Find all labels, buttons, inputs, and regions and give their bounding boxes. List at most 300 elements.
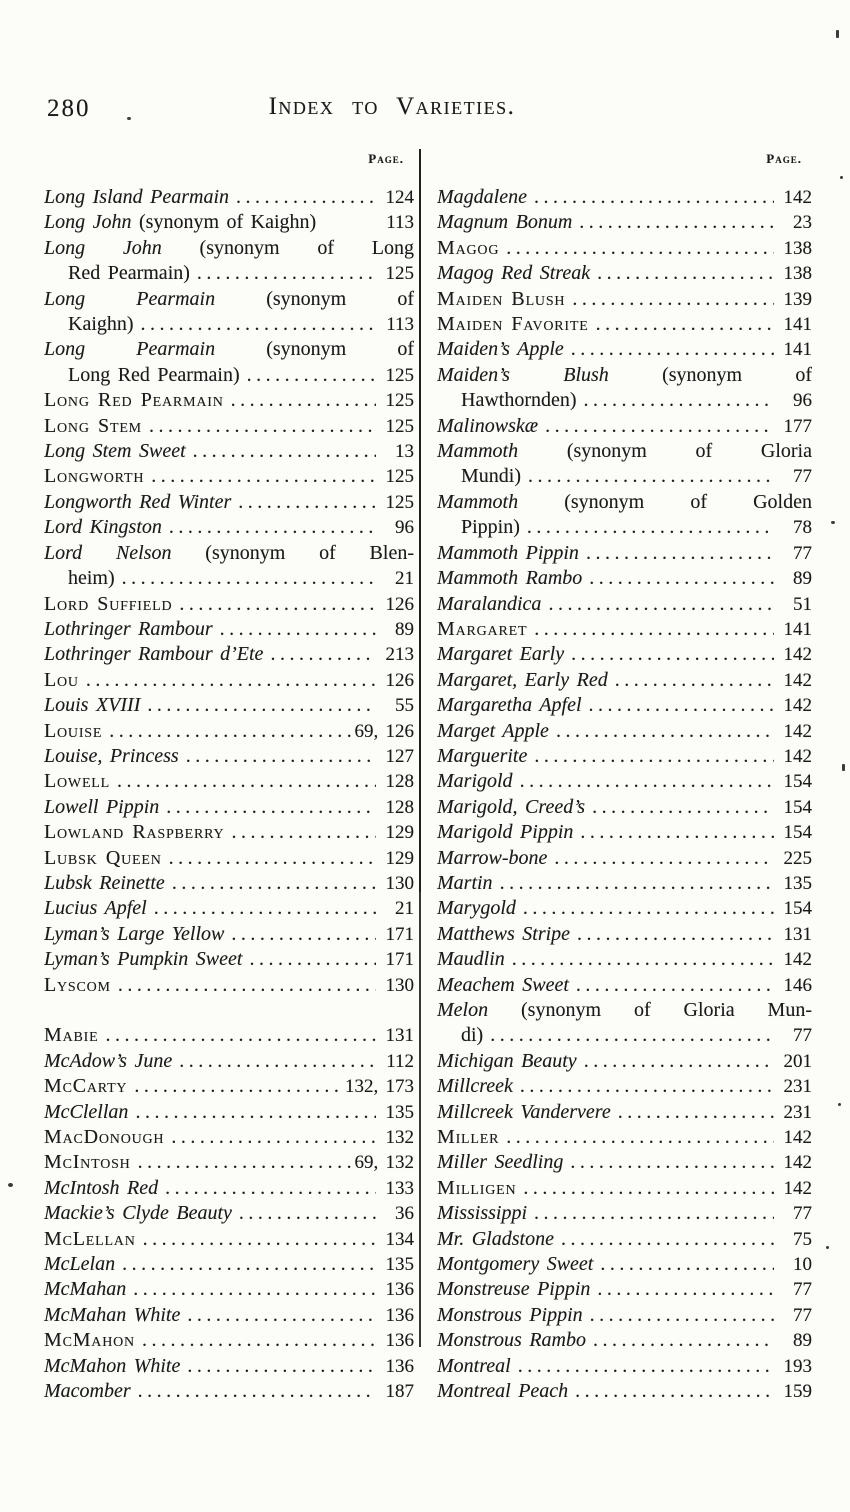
page-ref: 142 bbox=[783, 669, 812, 691]
variety-name: McCarty bbox=[44, 1075, 128, 1098]
page-ref: 141 bbox=[783, 339, 812, 361]
entry-name bbox=[437, 999, 812, 1021]
page-ref: 125 bbox=[385, 415, 414, 437]
index-entry-line bbox=[44, 1150, 414, 1175]
page-ref: 142 bbox=[783, 695, 812, 717]
page-ref: 128 bbox=[385, 796, 414, 818]
dot-leader bbox=[249, 947, 376, 972]
page-ref: 130 bbox=[385, 974, 414, 996]
variety-name: Lyman’s Pumpkin Sweet bbox=[44, 948, 243, 971]
dot-leader bbox=[105, 1023, 376, 1048]
page-ref: 77 bbox=[793, 466, 812, 488]
page-ref: 135 bbox=[385, 1101, 414, 1123]
index-entry-line bbox=[437, 515, 812, 540]
dot-leader bbox=[149, 414, 376, 439]
index-entry-line bbox=[44, 592, 414, 617]
dot-leader bbox=[597, 261, 774, 286]
variety-name: McIntosh Red bbox=[44, 1176, 159, 1199]
page-ref: 136 bbox=[385, 1279, 414, 1301]
dot-leader bbox=[236, 185, 376, 210]
variety-name: Long Pearmain bbox=[44, 287, 216, 310]
scan-speck bbox=[836, 30, 839, 38]
index-entry-line bbox=[437, 592, 812, 617]
variety-name: Melon bbox=[437, 999, 489, 1021]
index-entry-line bbox=[44, 1201, 414, 1226]
variety-name: Lord Suffield bbox=[44, 592, 173, 615]
dot-leader bbox=[618, 1100, 774, 1125]
dot-leader bbox=[534, 617, 774, 642]
variety-name: Longworth Red Winter bbox=[44, 490, 232, 513]
index-entry-line bbox=[44, 744, 414, 769]
entry-name bbox=[44, 820, 224, 845]
entry-annotation: Pippin) bbox=[461, 516, 520, 539]
entry-name bbox=[437, 566, 582, 591]
variety-name: Marigold, Creed’s bbox=[437, 795, 586, 818]
dot-leader bbox=[187, 1303, 376, 1328]
index-entry-line bbox=[44, 566, 414, 591]
page-ref: 154 bbox=[783, 898, 812, 920]
variety-name: Maiden’s Apple bbox=[437, 338, 564, 361]
dot-leader bbox=[584, 388, 774, 413]
entry-annotation: (synonym of bbox=[215, 287, 414, 310]
page-ref: 142 bbox=[783, 187, 812, 208]
entry-name bbox=[44, 592, 172, 617]
dot-leader bbox=[122, 1252, 376, 1277]
page-ref: 75 bbox=[793, 1228, 812, 1250]
index-entry-line bbox=[44, 464, 414, 489]
index-entry-line bbox=[437, 1201, 812, 1226]
entry-name bbox=[44, 566, 115, 591]
page-ref: 129 bbox=[385, 822, 414, 844]
dot-leader bbox=[518, 1354, 774, 1379]
dot-leader bbox=[556, 719, 774, 744]
entry-name bbox=[437, 312, 589, 337]
index-entry-line bbox=[44, 896, 414, 921]
variety-name: Lyscom bbox=[44, 973, 111, 996]
page-ref: 132 bbox=[385, 1127, 414, 1149]
page-ref: 171 bbox=[385, 949, 414, 971]
entry-name bbox=[44, 1303, 180, 1328]
page-ref: 69, 126 bbox=[354, 720, 414, 742]
page-ref: 142 bbox=[783, 949, 812, 971]
index-entry-line bbox=[44, 846, 414, 871]
entry-name bbox=[44, 1074, 127, 1099]
page-ref: 77 bbox=[793, 1203, 812, 1225]
page-ref: 96 bbox=[793, 390, 812, 412]
entry-annotation: (synonym of bbox=[608, 363, 812, 386]
index-entry-line bbox=[437, 693, 812, 718]
variety-name: Lowland Raspberry bbox=[44, 821, 225, 844]
variety-name: Long Pearmain bbox=[44, 338, 216, 361]
page-ref: 133 bbox=[385, 1177, 414, 1199]
variety-name: McLellan bbox=[44, 1227, 136, 1250]
page-ref: 159 bbox=[783, 1381, 812, 1403]
dot-leader bbox=[500, 871, 774, 896]
index-entry-line bbox=[437, 871, 812, 896]
entry-name bbox=[44, 871, 165, 896]
index-entry-line bbox=[437, 795, 812, 820]
entry-annotation: Kaighn) bbox=[68, 313, 134, 336]
index-column-right bbox=[437, 185, 812, 1405]
page-ref: 141 bbox=[783, 314, 812, 336]
index-entry-line bbox=[44, 287, 414, 312]
dot-leader bbox=[561, 1227, 774, 1252]
scan-speck bbox=[840, 176, 843, 179]
dot-leader bbox=[512, 947, 774, 972]
index-entry-line bbox=[437, 820, 812, 845]
index-entry-line bbox=[44, 490, 414, 515]
entry-name bbox=[437, 464, 521, 489]
index-entry-line bbox=[437, 1252, 812, 1277]
entry-annotation: (synonym of Kaighn) bbox=[131, 211, 317, 234]
entry-name bbox=[44, 1328, 135, 1353]
variety-name: Miller bbox=[437, 1126, 500, 1149]
variety-name: Mammoth Rambo bbox=[437, 567, 583, 590]
page-ref: 231 bbox=[783, 1101, 812, 1123]
entry-annotation: Hawthornden) bbox=[461, 389, 577, 412]
dot-leader bbox=[165, 1176, 376, 1201]
page-ref: 124 bbox=[385, 187, 414, 208]
dot-leader bbox=[86, 668, 376, 693]
dot-leader bbox=[548, 592, 774, 617]
variety-name: Long John bbox=[44, 211, 132, 234]
index-entry-line bbox=[437, 1277, 812, 1302]
dot-leader bbox=[133, 1277, 376, 1302]
index-entry-line bbox=[44, 210, 414, 235]
entry-name bbox=[437, 668, 608, 693]
variety-name: Lyman’s Large Yellow bbox=[44, 922, 225, 945]
index-entry-line bbox=[44, 337, 414, 362]
dot-leader bbox=[589, 566, 774, 591]
entry-name bbox=[44, 288, 414, 310]
entry-name bbox=[437, 744, 527, 769]
variety-name: Lou bbox=[44, 668, 79, 691]
variety-name: Millcreek Vandervere bbox=[437, 1100, 611, 1123]
entry-name bbox=[437, 337, 564, 362]
page-ref: 113 bbox=[386, 314, 414, 336]
entry-name bbox=[437, 769, 513, 794]
index-entry-line bbox=[437, 1328, 812, 1353]
dot-leader bbox=[143, 1227, 376, 1252]
index-entry-line bbox=[437, 947, 812, 972]
variety-name: Montreal bbox=[437, 1354, 511, 1377]
page-ref: 139 bbox=[783, 288, 812, 310]
dot-leader bbox=[231, 922, 376, 947]
entry-name bbox=[437, 515, 520, 540]
dot-leader bbox=[231, 388, 376, 413]
variety-name: Louise, Princess bbox=[44, 744, 179, 767]
dot-leader bbox=[523, 1176, 774, 1201]
variety-name: Marygold bbox=[437, 897, 516, 920]
page-ref: 125 bbox=[385, 263, 414, 285]
entry-name bbox=[44, 1100, 128, 1125]
variety-name: Long Stem Sweet bbox=[44, 440, 186, 463]
entry-name bbox=[437, 364, 812, 386]
dot-leader bbox=[179, 592, 376, 617]
variety-name: McMahan bbox=[44, 1278, 127, 1301]
page-ref: 135 bbox=[385, 1254, 414, 1276]
entry-annotation: (synonym of Gloria bbox=[518, 440, 812, 463]
index-entry-line bbox=[44, 642, 414, 667]
page-ref: 138 bbox=[783, 263, 812, 285]
dot-leader bbox=[171, 1125, 376, 1150]
variety-name: Lord Nelson bbox=[44, 541, 172, 564]
index-entry-line bbox=[44, 261, 414, 286]
entry-name bbox=[44, 1252, 115, 1277]
dot-leader bbox=[134, 1074, 341, 1099]
entry-name bbox=[44, 973, 111, 998]
dot-leader bbox=[589, 693, 774, 718]
page-ref: 125 bbox=[385, 364, 414, 386]
page-ref: 132, 173 bbox=[345, 1076, 414, 1098]
entry-name bbox=[44, 210, 316, 235]
variety-name: Marget Apple bbox=[437, 719, 549, 742]
page-ref: 146 bbox=[783, 974, 812, 996]
variety-name: MacDonough bbox=[44, 1126, 165, 1149]
entry-annotation: (synonym of Long bbox=[161, 236, 414, 259]
variety-name: Mr. Gladstone bbox=[437, 1227, 554, 1250]
page-ref: 69, 132 bbox=[354, 1152, 414, 1174]
index-entry-line bbox=[437, 312, 812, 337]
entry-name bbox=[44, 1354, 180, 1379]
page-ref: 129 bbox=[385, 847, 414, 869]
entry-name bbox=[437, 820, 573, 845]
index-entry-line bbox=[437, 1125, 812, 1150]
variety-name: Maiden Blush bbox=[437, 287, 566, 310]
index-entry-line bbox=[437, 922, 812, 947]
entry-name bbox=[437, 693, 582, 718]
index-entry-line bbox=[44, 820, 414, 845]
entry-name bbox=[437, 1176, 516, 1201]
index-entry-line bbox=[44, 1227, 414, 1252]
scan-speck bbox=[127, 117, 131, 120]
page-ref: 231 bbox=[783, 1076, 812, 1098]
index-entry-line bbox=[437, 1354, 812, 1379]
index-entry-line bbox=[437, 719, 812, 744]
dot-leader bbox=[169, 515, 376, 540]
dot-leader bbox=[220, 617, 376, 642]
index-entry-line bbox=[44, 617, 414, 642]
variety-name: Millcreek bbox=[437, 1075, 513, 1098]
dot-leader bbox=[197, 261, 376, 286]
page-ref: 171 bbox=[385, 923, 414, 945]
entry-name bbox=[44, 642, 263, 667]
entry-name bbox=[437, 1100, 611, 1125]
variety-name: Monstreuse Pippin bbox=[437, 1278, 591, 1301]
entry-annotation: (synonym of bbox=[215, 338, 414, 361]
entry-name bbox=[44, 947, 242, 972]
page-ref: 142 bbox=[783, 720, 812, 742]
page-ref: 23 bbox=[793, 212, 812, 234]
entry-annotation: (synonym of Golden bbox=[518, 490, 812, 513]
entry-name bbox=[44, 1150, 131, 1175]
variety-name: Marguerite bbox=[437, 744, 528, 767]
page-ref: 127 bbox=[385, 745, 414, 767]
index-entry-line bbox=[44, 871, 414, 896]
index-entry-line bbox=[44, 1277, 414, 1302]
entry-name bbox=[44, 1227, 136, 1252]
dot-leader bbox=[584, 1049, 774, 1074]
variety-name: Lucius Apfel bbox=[44, 897, 147, 920]
dot-leader bbox=[592, 795, 774, 820]
page-ref: 13 bbox=[395, 441, 414, 463]
entry-name bbox=[437, 261, 590, 286]
entry-name bbox=[44, 338, 414, 360]
index-entry-line bbox=[44, 1049, 414, 1074]
index-entry-line bbox=[44, 769, 414, 794]
entry-name bbox=[44, 1176, 158, 1201]
entry-name bbox=[44, 1201, 232, 1226]
index-entry-line bbox=[44, 795, 414, 820]
dot-leader bbox=[239, 1201, 376, 1226]
entry-name bbox=[437, 1074, 513, 1099]
dot-leader bbox=[545, 414, 774, 439]
entry-name bbox=[44, 1023, 98, 1048]
page-ref: 154 bbox=[783, 822, 812, 844]
index-entry-line bbox=[437, 287, 812, 312]
entry-name bbox=[437, 210, 572, 235]
entry-name bbox=[44, 237, 414, 259]
variety-name: Long Island Pearmain bbox=[44, 186, 229, 208]
index-entry-line bbox=[44, 719, 414, 744]
page-ref: 128 bbox=[385, 771, 414, 793]
index-entry-line bbox=[437, 1150, 812, 1175]
entry-name bbox=[44, 1049, 172, 1074]
variety-name: Margaretha Apfel bbox=[437, 694, 582, 717]
variety-name: Monstrous Rambo bbox=[437, 1329, 586, 1352]
index-column-left bbox=[44, 185, 414, 1405]
variety-name: Louise bbox=[44, 719, 103, 742]
column-header-page-left: Page. bbox=[368, 151, 404, 166]
entry-name bbox=[437, 1023, 483, 1048]
section-gap bbox=[44, 998, 414, 1023]
page-ref: 89 bbox=[793, 568, 812, 590]
entry-name bbox=[44, 414, 142, 439]
folio-page-number: 280 bbox=[47, 95, 91, 122]
index-entry-line bbox=[44, 1328, 414, 1353]
entry-name bbox=[437, 973, 569, 998]
page-ref: 89 bbox=[395, 618, 414, 640]
entry-name bbox=[437, 1303, 583, 1328]
dot-leader bbox=[520, 769, 774, 794]
entry-name bbox=[437, 1150, 563, 1175]
index-entry-line bbox=[437, 744, 812, 769]
variety-name: Lothringer Rambour bbox=[44, 617, 213, 640]
index-entry-line bbox=[437, 1176, 812, 1201]
dot-leader bbox=[135, 1100, 376, 1125]
page-ref: 142 bbox=[783, 1177, 812, 1199]
page-ref: 51 bbox=[793, 593, 812, 615]
index-entry-line bbox=[437, 210, 812, 235]
dot-leader bbox=[590, 1303, 774, 1328]
dot-leader bbox=[586, 541, 774, 566]
dot-leader bbox=[534, 744, 774, 769]
entry-name bbox=[437, 388, 577, 413]
page-ref: 177 bbox=[783, 415, 812, 437]
index-entry-line bbox=[44, 312, 414, 337]
variety-name: Margaret bbox=[437, 617, 528, 640]
entry-name bbox=[437, 414, 538, 439]
entry-name bbox=[437, 922, 570, 947]
entry-name bbox=[437, 642, 564, 667]
entry-annotation: Long Red Pearmain) bbox=[68, 363, 240, 386]
variety-name: Matthews Stripe bbox=[437, 922, 571, 945]
entry-name bbox=[437, 440, 812, 462]
variety-name: Mammoth Pippin bbox=[437, 541, 579, 564]
dot-leader bbox=[270, 642, 376, 667]
index-entry-line bbox=[44, 1176, 414, 1201]
variety-name: Lubsk Queen bbox=[44, 846, 162, 869]
index-entry-line bbox=[44, 1379, 414, 1404]
variety-name: McMahon White bbox=[44, 1354, 181, 1377]
entry-name bbox=[44, 515, 162, 540]
dot-leader bbox=[122, 566, 376, 591]
index-entry-line bbox=[437, 846, 812, 871]
index-entry-line bbox=[44, 1125, 414, 1150]
page-ref: 154 bbox=[783, 796, 812, 818]
page-ref: 142 bbox=[783, 1152, 812, 1174]
index-entry-line bbox=[437, 566, 812, 591]
entry-annotation: (synonym of Blen- bbox=[171, 541, 414, 564]
variety-name: Lubsk Reinette bbox=[44, 871, 165, 894]
dot-leader bbox=[534, 185, 774, 210]
entry-annotation: Mundi) bbox=[461, 465, 521, 488]
entry-annotation: (synonym of Gloria Mun- bbox=[488, 999, 812, 1021]
entry-name bbox=[44, 693, 140, 718]
entry-name bbox=[44, 896, 147, 921]
dot-leader bbox=[166, 795, 376, 820]
page-ref: 112 bbox=[386, 1050, 414, 1072]
index-entry-line bbox=[44, 1074, 414, 1099]
variety-name: Meachem Sweet bbox=[437, 973, 569, 996]
entry-name bbox=[44, 1125, 164, 1150]
variety-name: McLelan bbox=[44, 1253, 116, 1276]
dot-leader bbox=[577, 922, 774, 947]
dot-leader bbox=[109, 719, 350, 744]
index-entry-line bbox=[44, 1354, 414, 1379]
entry-name bbox=[437, 795, 585, 820]
variety-name: Magog bbox=[437, 236, 500, 259]
page-ref: 201 bbox=[783, 1050, 812, 1072]
page-ref: 225 bbox=[783, 847, 812, 869]
entry-name bbox=[437, 896, 516, 921]
column-divider-rule bbox=[419, 149, 421, 1347]
entry-name bbox=[44, 1379, 131, 1404]
scan-speck bbox=[842, 764, 845, 771]
page-ref: 126 bbox=[385, 593, 414, 615]
dot-leader bbox=[151, 464, 376, 489]
page-ref: 77 bbox=[793, 1279, 812, 1301]
dot-leader bbox=[554, 846, 774, 871]
index-entry-line bbox=[437, 363, 812, 388]
entry-name bbox=[44, 261, 190, 286]
dot-leader bbox=[490, 1023, 774, 1048]
dot-leader bbox=[238, 490, 376, 515]
index-entry-line bbox=[437, 236, 812, 261]
entry-name bbox=[44, 388, 224, 413]
index-entry-line bbox=[44, 439, 414, 464]
entry-name bbox=[437, 236, 499, 261]
dot-leader bbox=[187, 1354, 376, 1379]
variety-name: Long Red Pearmain bbox=[44, 389, 224, 412]
variety-name: Monstrous Pippin bbox=[437, 1303, 583, 1326]
dot-leader bbox=[575, 1379, 774, 1404]
index-entry-line bbox=[44, 947, 414, 972]
variety-name: Mississippi bbox=[437, 1202, 528, 1225]
dot-leader bbox=[147, 693, 376, 718]
variety-name: Mabie bbox=[44, 1024, 99, 1047]
variety-name: Margaret, Early Red bbox=[437, 668, 608, 691]
